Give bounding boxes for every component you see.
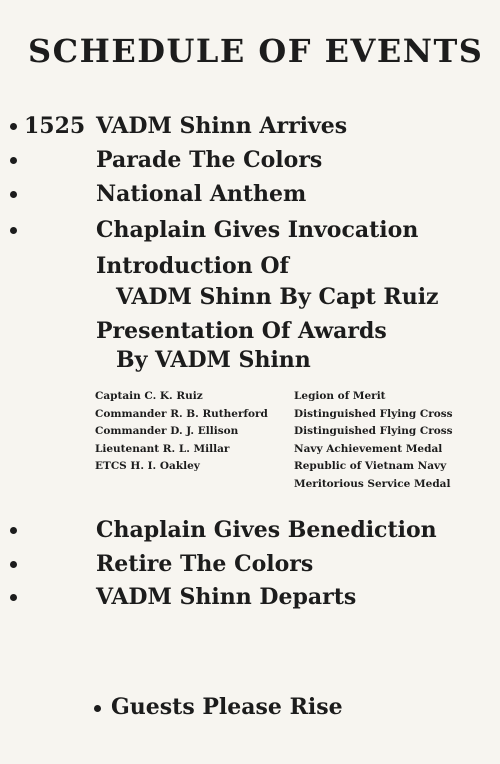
recipient-name: Captain C. K. Ruiz xyxy=(95,390,203,402)
event-time: 1525 xyxy=(24,113,86,139)
bullet-icon xyxy=(10,561,17,568)
bullet-icon xyxy=(10,123,17,130)
footer-text: Guests Please Rise xyxy=(111,694,343,720)
awards-list xyxy=(95,388,485,493)
bullet-icon xyxy=(94,705,101,712)
bullet-icon xyxy=(10,157,17,164)
recipient-name: Commander D. J. Ellison xyxy=(95,425,239,437)
event-text: VADM Shinn Arrives xyxy=(96,113,348,139)
event-text: VADM Shinn Departs xyxy=(96,584,357,610)
bullet-icon xyxy=(10,594,17,601)
award-row xyxy=(95,441,485,459)
event-text: Chaplain Gives Benediction xyxy=(96,517,437,543)
presentation-line1: Presentation Of Awards xyxy=(96,318,387,344)
recipient-name: ETCS H. I. Oakley xyxy=(95,460,200,472)
event-text: National Anthem xyxy=(96,181,307,207)
award-name: Legion of Merit xyxy=(294,390,386,402)
award-row xyxy=(95,476,485,494)
page-title: SCHEDULE OF EVENTS xyxy=(28,32,484,70)
award-row xyxy=(95,388,485,406)
recipient-name: Commander R. B. Rutherford xyxy=(95,407,268,420)
bullet-icon xyxy=(10,527,17,534)
award-row xyxy=(95,423,485,441)
event-text: Chaplain Gives Invocation xyxy=(96,217,419,243)
award-row xyxy=(95,406,485,424)
introduction-line2: VADM Shinn By Capt Ruiz xyxy=(116,284,439,310)
recipient-name: Lieutenant R. L. Millar xyxy=(95,442,230,455)
event-text: Parade The Colors xyxy=(96,147,323,173)
presentation-line2: By VADM Shinn xyxy=(116,347,311,373)
award-name: Distinguished Flying Cross xyxy=(294,425,453,437)
bullet-icon xyxy=(10,191,17,198)
introduction-line1: Introduction Of xyxy=(96,253,289,279)
award-row xyxy=(95,458,485,476)
guests-rise-note xyxy=(94,694,343,720)
event-text: Retire The Colors xyxy=(96,551,314,577)
award-name: Distinguished Flying Cross xyxy=(294,407,453,420)
bullet-icon xyxy=(10,227,17,234)
award-name: Republic of Vietnam Navy xyxy=(294,460,447,472)
award-name: Meritorious Service Medal xyxy=(294,477,451,490)
award-name: Navy Achievement Medal xyxy=(294,442,443,455)
